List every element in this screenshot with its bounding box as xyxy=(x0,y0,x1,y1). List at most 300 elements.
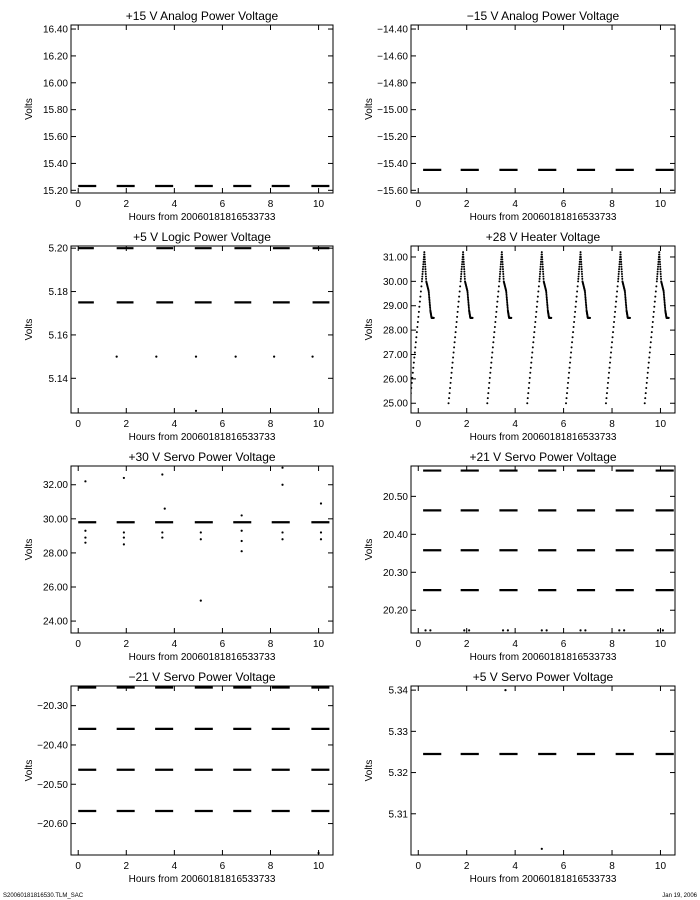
data-point xyxy=(486,402,488,404)
y-axis-label: Volts xyxy=(24,318,35,341)
data-point xyxy=(541,629,543,631)
y-tick-label: 5.32 xyxy=(388,768,408,780)
data-point xyxy=(155,356,157,358)
data-point xyxy=(491,357,493,359)
data-point xyxy=(571,341,573,343)
data-point xyxy=(501,251,503,253)
y-axis-label: Volts xyxy=(364,759,375,782)
data-point xyxy=(450,377,452,379)
data-point xyxy=(528,387,530,389)
data-point xyxy=(460,278,462,280)
data-point xyxy=(573,326,575,328)
data-point xyxy=(424,266,426,268)
data-point xyxy=(502,271,504,273)
data-point xyxy=(621,273,623,275)
data-marks xyxy=(78,688,329,855)
data-point xyxy=(613,326,615,328)
data-point xyxy=(645,387,647,389)
data-point xyxy=(460,273,462,275)
data-point xyxy=(580,263,582,265)
chart-title: +30 V Servo Power Voltage xyxy=(128,450,276,464)
data-point xyxy=(458,296,460,298)
data-point xyxy=(532,341,534,343)
y-tick-label: 5.33 xyxy=(388,726,408,738)
data-point xyxy=(568,372,570,374)
data-point xyxy=(657,268,659,270)
data-point xyxy=(463,261,465,263)
y-tick-label: 29.00 xyxy=(382,301,408,313)
data-point xyxy=(123,477,125,479)
y-tick-label: 30.00 xyxy=(42,514,68,526)
y-tick-label: 31.00 xyxy=(382,252,408,264)
data-point xyxy=(241,540,243,542)
data-point xyxy=(527,392,529,394)
data-marks xyxy=(423,471,674,632)
data-point xyxy=(424,268,426,270)
data-point xyxy=(618,271,620,273)
x-tick-label: 0 xyxy=(75,639,81,650)
chart-title: +15 V Analog Power Voltage xyxy=(125,9,279,23)
x-tick-label: 4 xyxy=(512,639,518,650)
data-point xyxy=(503,278,505,280)
data-point xyxy=(647,367,649,369)
plot-frame xyxy=(71,466,333,633)
data-point xyxy=(320,531,322,533)
data-point xyxy=(539,268,541,270)
data-point xyxy=(412,372,414,374)
data-marks xyxy=(423,689,674,850)
x-tick-label: 8 xyxy=(267,419,274,430)
data-point xyxy=(195,356,197,358)
data-point xyxy=(200,600,202,602)
data-point xyxy=(451,367,453,369)
footer-file-name: S20060181816530.TLM_SAC xyxy=(3,893,84,899)
x-tick-label: 10 xyxy=(313,861,325,872)
data-point xyxy=(617,278,619,280)
x-tick-label: 6 xyxy=(560,199,567,210)
x-tick-label: 10 xyxy=(654,199,667,210)
x-axis-label: Hours from 20060181816533733 xyxy=(469,652,617,663)
data-point xyxy=(612,331,614,333)
data-point xyxy=(645,392,647,394)
data-point xyxy=(536,306,538,308)
data-point xyxy=(487,397,489,399)
data-point xyxy=(487,392,489,394)
data-point xyxy=(463,258,465,260)
data-point xyxy=(463,629,465,631)
data-point xyxy=(499,271,501,273)
data-point xyxy=(570,351,572,353)
y-tick-label: 5.31 xyxy=(388,809,408,821)
data-point xyxy=(649,346,651,348)
data-point xyxy=(502,273,504,275)
data-point xyxy=(539,273,541,275)
data-point xyxy=(200,538,202,540)
data-point xyxy=(606,387,608,389)
data-point xyxy=(418,306,420,308)
data-point xyxy=(532,346,534,348)
data-point xyxy=(566,392,568,394)
data-point xyxy=(464,278,466,280)
x-tick-label: 8 xyxy=(609,199,615,210)
data-point xyxy=(241,530,243,532)
data-point xyxy=(281,531,283,533)
data-point xyxy=(499,275,501,277)
data-point xyxy=(161,531,163,533)
data-point xyxy=(84,536,86,538)
data-point xyxy=(468,629,470,631)
data-point xyxy=(490,362,492,364)
data-point xyxy=(589,317,591,319)
data-point xyxy=(429,629,431,631)
data-point xyxy=(659,256,661,258)
data-point xyxy=(492,341,494,343)
x-tick-label: 10 xyxy=(654,861,667,872)
y-axis-label: Volts xyxy=(24,759,35,782)
data-point xyxy=(460,271,462,273)
data-point xyxy=(620,261,622,263)
data-point xyxy=(646,382,648,384)
y-tick-label: −20.40 xyxy=(37,740,68,752)
data-point xyxy=(320,538,322,540)
data-point xyxy=(542,273,544,275)
data-point xyxy=(644,397,646,399)
y-tick-label: 28.00 xyxy=(382,325,408,337)
data-point xyxy=(84,542,86,544)
data-point xyxy=(501,256,503,258)
data-point xyxy=(570,357,572,359)
data-point xyxy=(456,321,458,323)
data-point xyxy=(422,263,424,265)
data-point xyxy=(539,275,541,277)
data-point xyxy=(655,291,657,293)
x-tick-label: 6 xyxy=(219,419,226,430)
data-point xyxy=(462,251,464,253)
data-point xyxy=(499,268,501,270)
data-point xyxy=(620,254,622,256)
data-marks xyxy=(409,251,670,404)
data-point xyxy=(412,367,414,369)
data-point xyxy=(461,266,463,268)
data-point xyxy=(581,278,583,280)
data-point xyxy=(530,362,532,364)
data-point xyxy=(606,392,608,394)
data-point xyxy=(528,382,530,384)
data-point xyxy=(648,357,650,359)
data-point xyxy=(656,275,658,277)
data-point xyxy=(461,268,463,270)
data-point xyxy=(610,357,612,359)
data-point xyxy=(450,382,452,384)
data-point xyxy=(572,331,574,333)
data-point xyxy=(541,251,543,253)
data-point xyxy=(462,256,464,258)
chart-panel-5 xyxy=(24,450,333,663)
chart-panel-4 xyxy=(364,230,675,443)
data-point xyxy=(494,326,496,328)
data-point xyxy=(499,273,501,275)
data-point xyxy=(574,311,576,313)
data-point xyxy=(538,280,540,282)
data-point xyxy=(615,306,617,308)
data-point xyxy=(620,258,622,260)
data-point xyxy=(609,362,611,364)
data-point xyxy=(611,346,613,348)
y-tick-label: −15.00 xyxy=(377,105,408,117)
data-point xyxy=(500,263,502,265)
y-axis-label: Volts xyxy=(364,98,375,120)
x-axis-label: Hours from 20060181816533733 xyxy=(128,212,276,223)
data-point xyxy=(614,311,616,313)
data-point xyxy=(423,254,425,256)
data-point xyxy=(526,402,528,404)
data-point xyxy=(533,336,535,338)
data-point xyxy=(607,382,609,384)
data-point xyxy=(605,402,607,404)
data-point xyxy=(527,397,529,399)
y-tick-label: 5.14 xyxy=(48,373,68,385)
data-point xyxy=(241,514,243,516)
data-point xyxy=(652,321,654,323)
data-point xyxy=(472,317,474,319)
footer-date: Jan 19, 2006 xyxy=(662,893,697,899)
data-point xyxy=(650,341,652,343)
y-tick-label: 15.80 xyxy=(42,105,68,117)
x-tick-label: 0 xyxy=(75,419,81,430)
data-point xyxy=(411,382,413,384)
x-tick-label: 8 xyxy=(267,639,274,650)
data-point xyxy=(273,356,275,358)
data-point xyxy=(417,321,419,323)
data-point xyxy=(572,336,574,338)
data-point xyxy=(534,321,536,323)
y-tick-label: −14.60 xyxy=(377,51,408,63)
data-point xyxy=(116,356,118,358)
y-axis-label: Volts xyxy=(364,318,375,341)
x-tick-label: 6 xyxy=(219,861,226,872)
data-point xyxy=(415,341,417,343)
y-tick-label: −15.60 xyxy=(377,185,408,197)
data-point xyxy=(529,377,531,379)
data-point xyxy=(575,306,577,308)
data-point xyxy=(529,372,531,374)
data-point xyxy=(618,629,620,631)
x-tick-label: 6 xyxy=(219,639,226,650)
x-axis-label: Hours from 20060181816533733 xyxy=(128,432,276,443)
x-tick-label: 2 xyxy=(463,639,470,650)
x-tick-label: 6 xyxy=(560,861,567,872)
data-point xyxy=(649,351,651,353)
y-tick-label: 15.60 xyxy=(42,132,68,144)
data-point xyxy=(580,258,582,260)
data-point xyxy=(611,341,613,343)
data-point xyxy=(621,271,623,273)
x-tick-label: 10 xyxy=(313,419,325,430)
data-point xyxy=(281,467,283,469)
data-point xyxy=(620,266,622,268)
data-point xyxy=(660,278,662,280)
data-point xyxy=(652,316,654,318)
data-point xyxy=(419,296,421,298)
data-point xyxy=(620,263,622,265)
chart-title: −21 V Servo Power Voltage xyxy=(128,670,276,684)
y-tick-label: 20.40 xyxy=(382,529,408,541)
data-point xyxy=(542,268,544,270)
data-point xyxy=(422,271,424,273)
data-point xyxy=(568,377,570,379)
data-point xyxy=(644,402,646,404)
data-point xyxy=(535,311,537,313)
x-axis-label: Hours from 20060181816533733 xyxy=(469,432,617,443)
data-point xyxy=(566,397,568,399)
data-point xyxy=(458,301,460,303)
y-tick-label: 5.34 xyxy=(388,685,408,697)
x-tick-label: 4 xyxy=(512,861,518,872)
chart-panel-1 xyxy=(24,9,333,223)
data-point xyxy=(449,387,451,389)
data-point xyxy=(413,362,415,364)
data-point xyxy=(569,367,571,369)
data-point xyxy=(424,261,426,263)
data-point xyxy=(501,254,503,256)
data-point xyxy=(235,356,237,358)
y-tick-label: 20.50 xyxy=(382,491,408,503)
data-point xyxy=(621,278,623,280)
data-point xyxy=(650,336,652,338)
data-point xyxy=(616,296,618,298)
data-point xyxy=(653,311,655,313)
data-point xyxy=(493,336,495,338)
data-point xyxy=(541,256,543,258)
data-point xyxy=(161,473,163,475)
x-tick-label: 6 xyxy=(219,199,226,210)
data-point xyxy=(660,271,662,273)
data-point xyxy=(608,372,610,374)
data-point xyxy=(501,261,503,263)
data-point xyxy=(653,306,655,308)
data-point xyxy=(499,278,501,280)
data-point xyxy=(533,331,535,333)
data-point xyxy=(656,273,658,275)
data-point xyxy=(578,266,580,268)
data-point xyxy=(502,268,504,270)
data-point xyxy=(463,271,465,273)
data-point xyxy=(657,629,659,631)
data-point xyxy=(654,296,656,298)
data-point xyxy=(531,351,533,353)
y-tick-label: −20.60 xyxy=(37,819,68,831)
data-point xyxy=(492,346,494,348)
data-point xyxy=(656,280,658,282)
chart-panel-2 xyxy=(364,9,675,223)
y-axis-label: Volts xyxy=(24,538,35,561)
data-point xyxy=(613,321,615,323)
data-point xyxy=(541,848,543,850)
x-axis-label: Hours from 20060181816533733 xyxy=(128,652,276,663)
data-point xyxy=(621,275,623,277)
y-tick-label: 15.20 xyxy=(42,185,68,197)
chart-title: +5 V Logic Power Voltage xyxy=(133,230,271,244)
data-point xyxy=(658,254,660,256)
x-tick-label: 8 xyxy=(609,861,615,872)
data-point xyxy=(496,306,498,308)
data-point xyxy=(618,263,620,265)
data-point xyxy=(456,316,458,318)
x-tick-label: 0 xyxy=(415,861,422,872)
data-point xyxy=(409,402,411,404)
y-tick-label: 20.20 xyxy=(382,605,408,617)
data-point xyxy=(311,356,313,358)
x-tick-label: 2 xyxy=(123,199,130,210)
data-point xyxy=(647,372,649,374)
data-point xyxy=(502,266,504,268)
data-point xyxy=(418,311,420,313)
y-tick-label: 24.00 xyxy=(42,616,68,628)
data-point xyxy=(498,285,500,287)
x-tick-label: 4 xyxy=(512,199,518,210)
data-point xyxy=(660,273,662,275)
data-point xyxy=(542,266,544,268)
data-point xyxy=(496,301,498,303)
y-tick-label: −15.40 xyxy=(377,158,408,170)
data-point xyxy=(541,254,543,256)
y-tick-label: 32.00 xyxy=(42,480,68,492)
data-point xyxy=(584,629,586,631)
data-point xyxy=(84,530,86,532)
data-point xyxy=(425,278,427,280)
data-point xyxy=(455,331,457,333)
data-point xyxy=(452,362,454,364)
data-point xyxy=(123,531,125,533)
data-point xyxy=(646,377,648,379)
y-tick-label: 15.40 xyxy=(42,158,68,170)
data-point xyxy=(488,382,490,384)
y-tick-label: 26.00 xyxy=(42,582,68,594)
data-point xyxy=(610,351,612,353)
data-point xyxy=(546,629,548,631)
data-point xyxy=(164,508,166,510)
data-point xyxy=(654,301,656,303)
data-point xyxy=(422,266,424,268)
data-point xyxy=(453,346,455,348)
data-point xyxy=(571,346,573,348)
data-point xyxy=(580,254,582,256)
data-point xyxy=(539,278,541,280)
x-tick-label: 4 xyxy=(171,861,178,872)
data-point xyxy=(612,336,614,338)
data-point xyxy=(629,317,631,319)
data-point xyxy=(420,291,422,293)
data-point xyxy=(550,317,552,319)
data-point xyxy=(424,256,426,258)
data-point xyxy=(605,397,607,399)
data-point xyxy=(567,387,569,389)
x-tick-label: 8 xyxy=(609,419,615,430)
data-point xyxy=(455,326,457,328)
chart-panel-7 xyxy=(24,670,333,885)
data-point xyxy=(416,331,418,333)
data-point xyxy=(581,275,583,277)
data-point xyxy=(463,263,465,265)
chart-title: +5 V Servo Power Voltage xyxy=(472,670,614,684)
y-axis-label: Volts xyxy=(24,98,35,120)
data-point xyxy=(657,266,659,268)
data-point xyxy=(620,251,622,253)
x-tick-label: 2 xyxy=(123,639,130,650)
data-point xyxy=(123,536,125,538)
chart-panel-3 xyxy=(24,230,333,443)
data-point xyxy=(200,531,202,533)
